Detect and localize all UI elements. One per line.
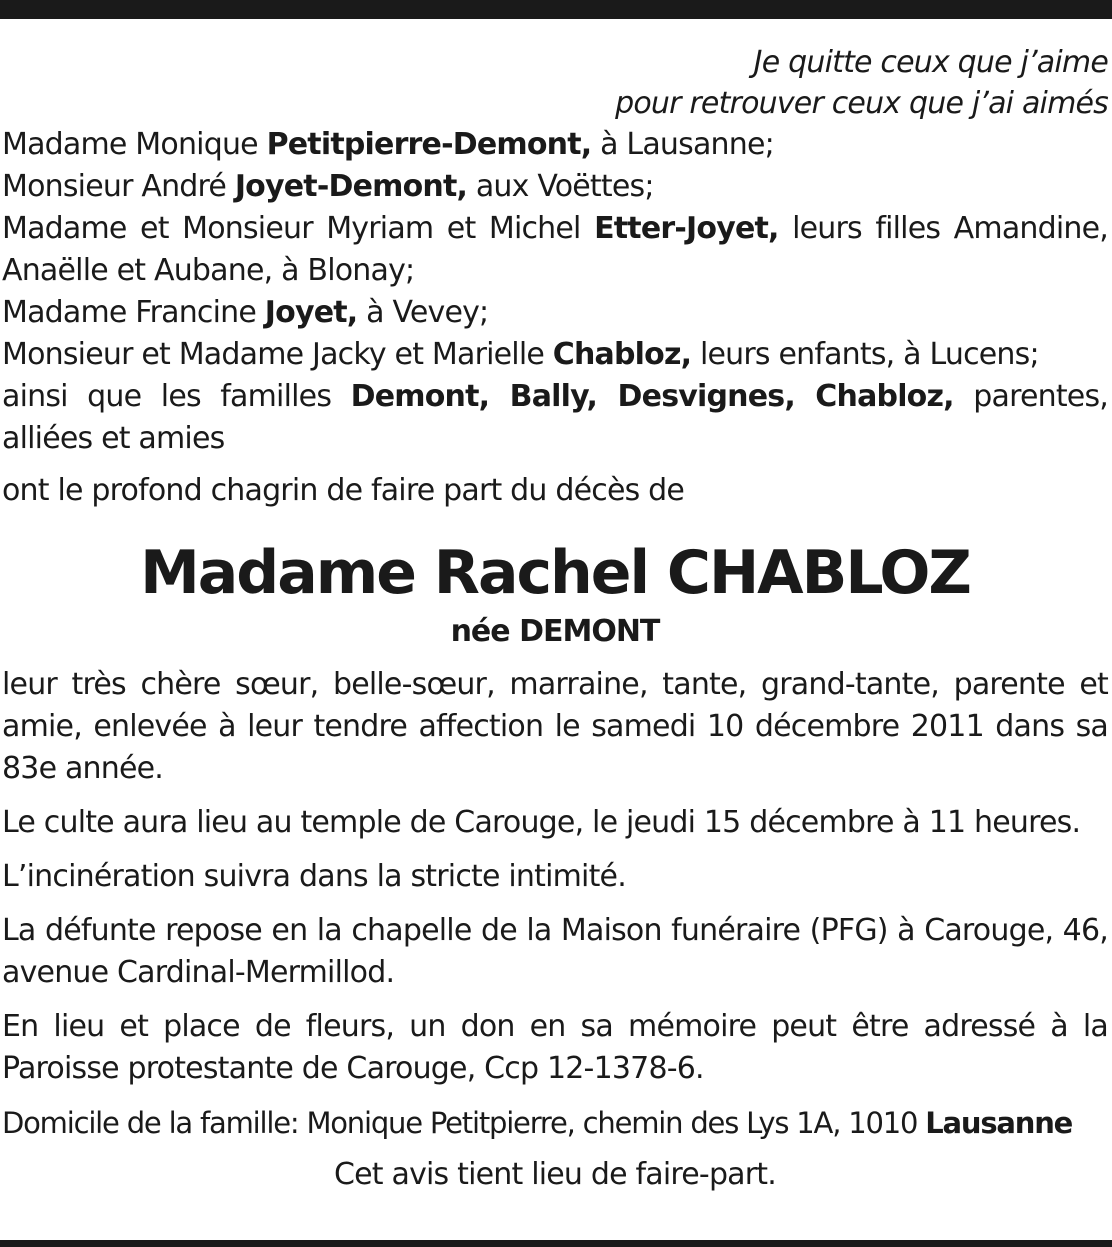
closing-note: Cet avis tient lieu de faire-part. [333,1157,777,1192]
family-entry: ainsi que les familles Demont, Bally, Desvignes, Chabloz, parentes, alliées et amies [2,379,1109,456]
cremation-paragraph: L’incinération suivra dans la stricte intimité. [2,859,626,894]
family-entry: Monsieur André Joyet-Demont, aux Voëttes; [2,169,654,204]
family-name: Joyet, [264,295,358,330]
family-name: Chabloz, [552,337,692,372]
service-paragraph: Le culte aura lieu au temple de Carouge, le jeudi 15 décembre à 11 heures. [2,805,1081,840]
tribute-paragraph: leur très chère sœur, belle-sœur, marraine, tante, grand-tante, parente et amie, enlevée à leur tendre affection le samedi 10 décembre 2011 dans sa 83e année. [2,667,1108,786]
family-list [2,124,1108,460]
donation-paragraph: En lieu et place de fleurs, un don en sa mémoire peut être adressé à la Paroisse protestante de Carouge, Ccp 12-1378-6. [2,1009,1108,1086]
maiden-name: née DEMONT [450,614,660,649]
family-name: Petitpierre-Demont, [266,127,592,162]
announcement: ont le profond chagrin de faire part du décès de [2,473,685,508]
top-rule [0,0,1112,19]
family-entry: Madame Monique Petitpierre-Demont, à Lausanne; [2,127,774,162]
family-name: Demont, Bally, Desvignes, Chabloz, [350,379,954,414]
family-entry: Madame Francine Joyet, à Vevey; [2,295,489,330]
family-entry: Madame et Monsieur Myriam et Michel Etter-Joyet, leurs filles Amandine, Anaëlle et Aubane, à Blonay; [2,211,1108,288]
epigraph-line-1: Je quitte ceux que j’aime [753,45,1108,80]
deceased-name: Madame Rachel CHABLOZ [140,538,970,608]
bottom-rule [0,1240,1112,1247]
family-domicile: Domicile de la famille: Monique Petitpierre, chemin des Lys 1A, 1010 Lausanne [2,1106,1073,1140]
domicile-city: Lausanne [925,1106,1073,1140]
family-name: Etter-Joyet, [594,211,779,246]
epigraph [2,42,1108,124]
rest-location-paragraph: La défunte repose en la chapelle de la Maison funéraire (PFG) à Carouge, 46, avenue Cardinal-Mermillod. [2,913,1108,990]
epigraph-line-2: pour retrouver ceux que j’ai aimés [615,86,1108,121]
family-entry: Monsieur et Madame Jacky et Marielle Chabloz, leurs enfants, à Lucens; [2,337,1039,372]
family-name: Joyet-Demont, [234,169,468,204]
obituary-notice [2,42,1108,1196]
